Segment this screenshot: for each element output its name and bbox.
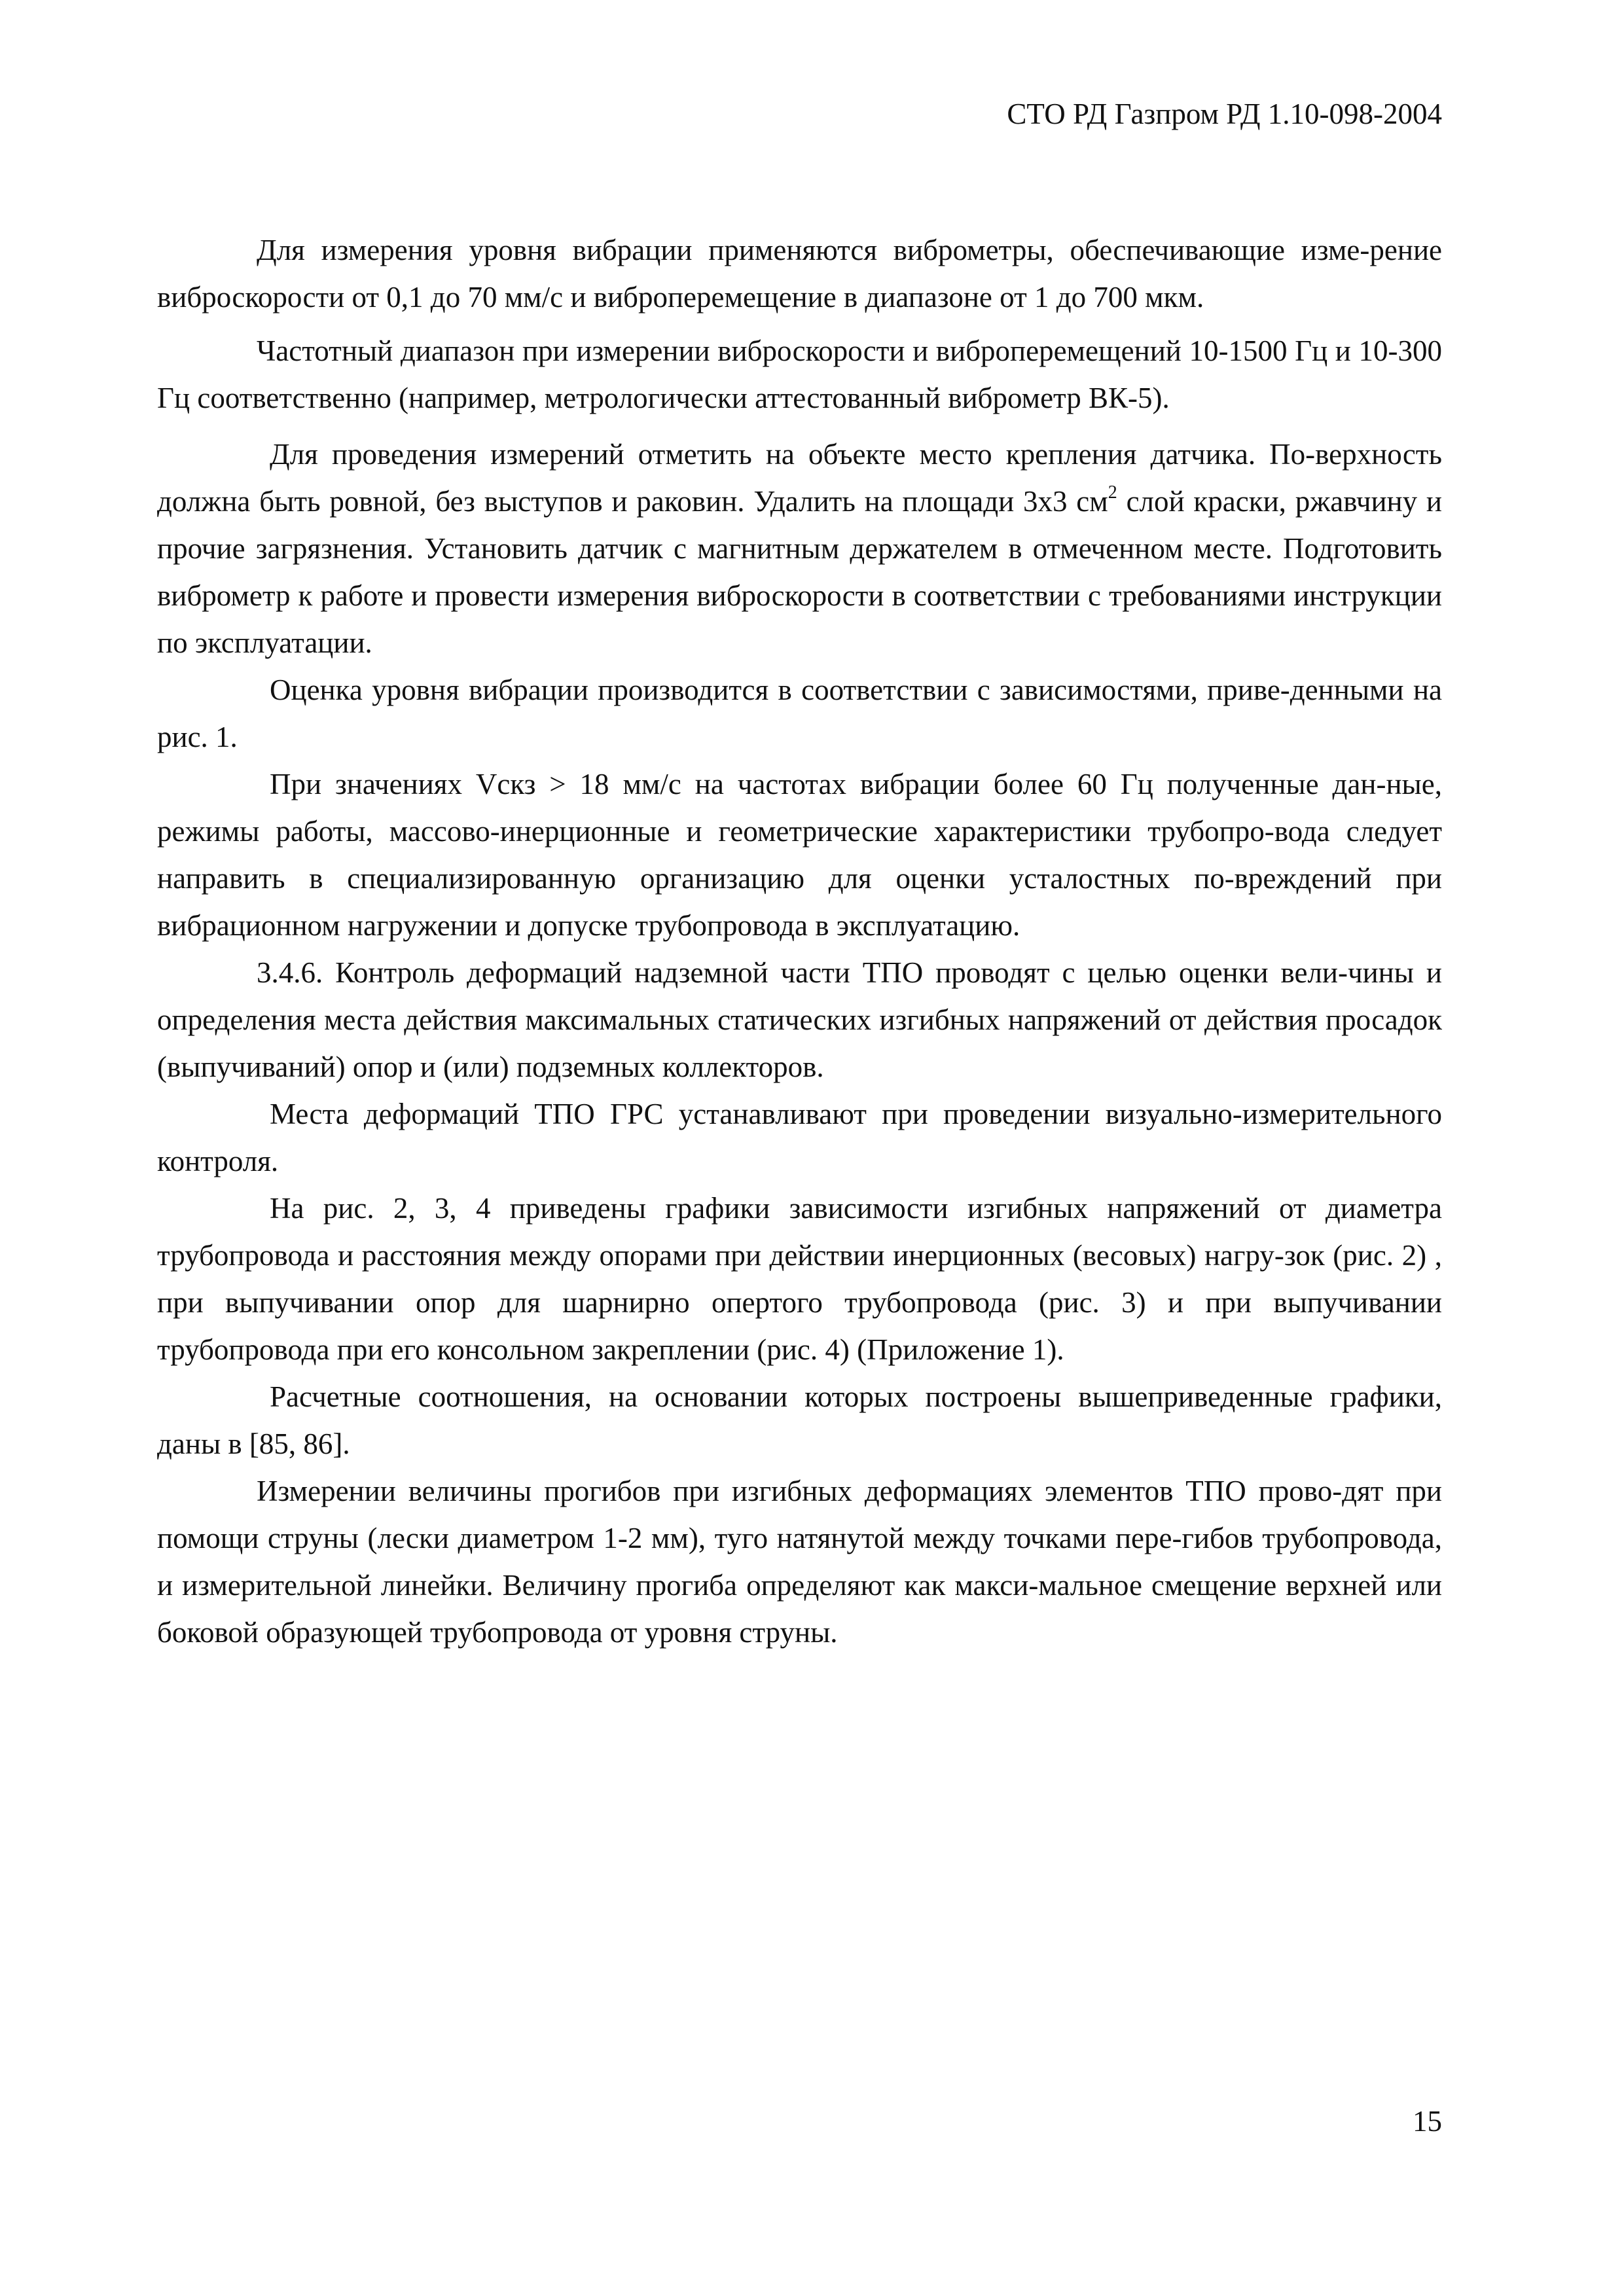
paragraph-frequency-range: Частотный диапазон при измерении виброскорости и виброперемещений 10-1500 Гц и 10-300 Гц соответственно (например, метрологически аттестованный виброметр ВК-5). [157, 334, 1442, 414]
body-text [157, 226, 1442, 1656]
paragraph-vibrometers: Для измерения уровня вибрации применяются виброметры, обеспечивающие изме-рение виброскорости от 0,1 до 70 мм/с и виброперемещение в диапазоне от 1 до 700 мкм. [157, 234, 1442, 314]
paragraph-sensor-mounting [157, 431, 1442, 666]
paragraph-sensor-mounting-part2: слой краски, ржавчину и прочие загрязнения. Установить датчик с магнитным держателем в отмеченном месте. Подготовить виброметр к работе и провести измерения виброскорости в соответствии с требованиями инструкции по эксплуатации. [157, 485, 1443, 659]
paragraph-deflection-measurement: Измерении величины прогибов при изгибных деформациях элементов ТПО прово-дят при помощи струны (лески диаметром 1-2 мм), туго натянутой между точками пере-гибов трубопровода, и измерительной линейки. Величину прогиба определяют как макси-мальное смещение верхней или боковой образующей трубопровода от уровня струны. [157, 1475, 1442, 1649]
superscript-square: 2 [1108, 482, 1117, 503]
paragraph-sensor-mounting-part1: Для проведения измерений отметить на объекте место крепления датчика. По-верхность должна быть ровной, без выступов и раковин. Удалить на площади 3х3 см [157, 438, 1442, 518]
page-number: 15 [1413, 2105, 1442, 2138]
paragraph-deformation-control: 3.4.6. Контроль деформаций надземной части ТПО проводят с целью оценки вели-чины и определения места действия максимальных статических изгибных напряжений от действия просадок (выпучиваний) опор и (или) подземных коллекторов. [157, 956, 1442, 1083]
paragraph-calculation-relations: Расчетные соотношения, на основании которых построены вышеприведенные графики, даны в [85, 86]. [157, 1380, 1442, 1460]
paragraph-stress-graphs: На рис. 2, 3, 4 приведены графики зависимости изгибных напряжений от диаметра трубопровода и расстояния между опорами при действии инерционных (весовых) нагру-зок (рис. 2) , при выпучивании опор для шарнирно опертого трубопровода (рис. 3) и при выпучивании трубопровода при его консольном закреплении (рис. 4) (Приложение 1). [157, 1192, 1442, 1366]
paragraph-high-velocity: При значениях Vскз > 18 мм/с на частотах вибрации более 60 Гц полученные дан-ные, режимы работы, массово-инерционные и геометрические характеристики трубопро-вода следует направить в специализированную организацию для оценки усталостных по-вреждений при вибрационном нагружении и допуске трубопровода в эксплуатацию. [157, 768, 1442, 942]
paragraph-deformation-locations: Места деформаций ТПО ГРС устанавливают при проведении визуально-измерительного контроля. [157, 1098, 1442, 1177]
document-code-header: СТО РД Газпром РД 1.10-098-2004 [1007, 98, 1442, 130]
paragraph-vibration-assessment: Оценка уровня вибрации производится в соответствии с зависимостями, приве-денными на рис. 1. [157, 673, 1442, 753]
